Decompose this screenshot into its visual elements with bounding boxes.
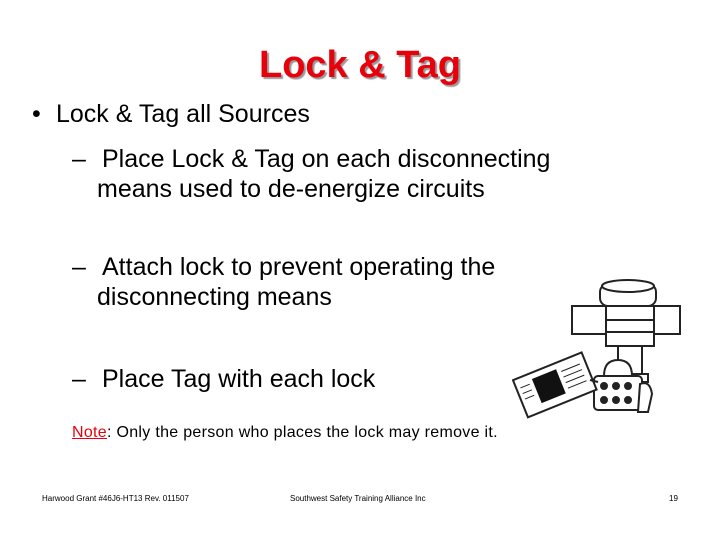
note-text: : Only the person who places the lock may remove it.: [107, 424, 498, 441]
footer-center: Southwest Safety Training Alliance Inc: [290, 494, 426, 503]
footer-left: Harwood Grant #46J6-HT13 Rev. 011507: [42, 494, 189, 503]
sub-item-1-line-2: means used to de-energize circuits: [97, 175, 485, 203]
sub-item-1: [72, 144, 550, 204]
sub-item-1-line-1: Place Lock & Tag on each disconnecting: [102, 145, 551, 173]
dash: –: [72, 145, 86, 173]
sub-item-2-line-1: Attach lock to prevent operating the: [102, 253, 496, 281]
note: [72, 424, 498, 442]
dash: –: [72, 365, 86, 393]
lockout-valve-icon: [512, 276, 682, 426]
slide-title: Lock & Tag: [259, 44, 461, 86]
dash: –: [72, 253, 86, 281]
sub-item-3: [72, 364, 375, 394]
note-label: Note: [72, 424, 107, 441]
bullet-item: [32, 100, 310, 129]
sub-item-2-line-2: disconnecting means: [97, 283, 332, 311]
sub-item-3-line-1: Place Tag with each lock: [102, 365, 376, 393]
bullet-dot: •: [32, 100, 41, 128]
page-number: 19: [669, 494, 678, 503]
bullet-text: Lock & Tag all Sources: [56, 100, 310, 128]
sub-item-2: [72, 252, 495, 312]
